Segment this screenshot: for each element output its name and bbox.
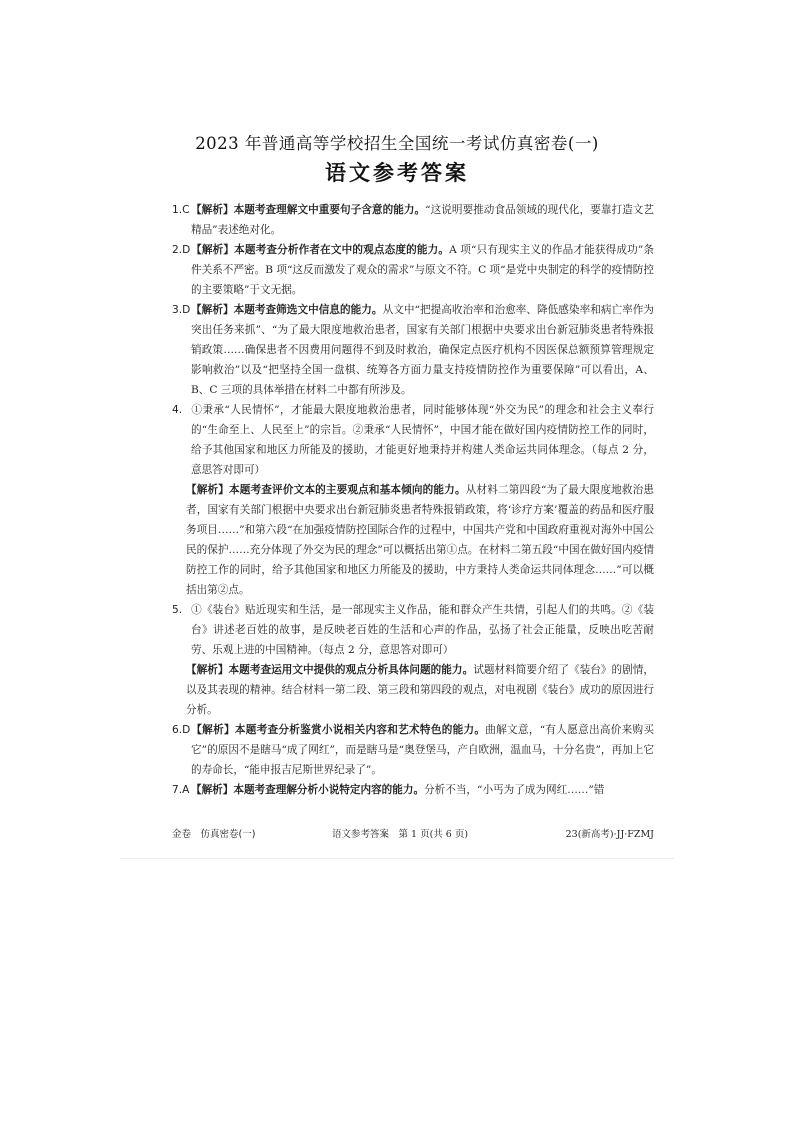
item-number: 7.A <box>172 784 190 796</box>
answer-text: ①《装台》贴近现实和生活，是一部现实主义作品，能和群众产生共情，引起人们的共鸣。②《装台》讲述老百姓的故事，是反映老百姓的生活和心声的作品，弘扬了社会正能量，反映出吃苦耐劳、乐观上进的中国精神。（每点 2 分，意思答对即可） <box>191 604 654 656</box>
exam-title: 2023 年普通高等学校招生全国统一考试仿真密卷(一) <box>195 134 599 153</box>
answer-item-4-analysis <box>172 480 654 600</box>
analysis-tag: 【解析】本题考查运用文中提供的观点分析具体问题的能力。 <box>186 664 474 676</box>
analysis-tag: 【解析】本题考查理解文中重要句子含意的能力。 <box>191 204 426 216</box>
item-number: 5. <box>172 604 183 616</box>
answer-item-5 <box>172 600 654 660</box>
answer-item-7 <box>172 780 654 800</box>
answer-item-4 <box>172 400 654 480</box>
answer-item-5-analysis <box>172 660 654 720</box>
footer-code: 23(新高考)·JJ·FZMJ <box>565 829 654 840</box>
analysis-text: 试题材料简要介绍了《装台》的剧情，以及其表现的精神。结合材料一第二段、第三段和第四段的观点，对电视剧《装台》成功的原因进行分析。 <box>186 664 655 716</box>
analysis-tag: 【解析】本题考查分析作者在文中的观点态度的能力。 <box>191 244 450 256</box>
analysis-text: 曲解文意，“有人愿意出高价来购买它”的原因不是瞎马“成了网红”，而是瞎马是“奥登堡马，产自欧洲，温血马，十分名贵”，再加上它的寿命长，“能申报吉尼斯世界纪录了”。 <box>191 724 654 776</box>
page-footer <box>172 826 654 842</box>
answer-item-3 <box>172 300 654 400</box>
analysis-tag: 【解析】本题考查评价文本的主要观点和基本倾向的能力。 <box>186 484 466 496</box>
answer-content <box>172 200 654 800</box>
item-number: 3.D <box>172 304 191 316</box>
analysis-text: “这说明要推动食品领域的现代化，要靠打造文艺精品”表述绝对化。 <box>191 204 655 236</box>
analysis-text: A 项“只有现实主义的作品才能获得成功”条件关系不严密。B 项“这反而激发了观众的需求”与原文不符。C 项“是党中央制定的科学的疫情防控的主要策略”于文无据。 <box>191 244 655 296</box>
footer-series: 金卷 仿真密卷(一) <box>172 829 256 840</box>
answer-key-title: 语文参考答案 <box>325 161 469 185</box>
analysis-tag: 【解析】本题考查分析鉴赏小说相关内容和艺术特色的能力。 <box>191 724 486 736</box>
analysis-tag: 【解析】本题考查筛选文中信息的能力。 <box>191 304 383 316</box>
item-number: 6.D <box>172 724 191 736</box>
answer-item-1 <box>172 200 654 240</box>
answer-item-6 <box>172 720 654 780</box>
analysis-tag: 【解析】本题考查理解分析小说特定内容的能力。 <box>191 784 425 796</box>
item-number: 2.D <box>172 244 191 256</box>
item-number: 4. <box>172 404 183 416</box>
item-number: 1.C <box>172 204 190 216</box>
footer-page-number: 语文参考答案 第 1 页(共 6 页) <box>332 829 469 840</box>
page-divider <box>120 858 674 859</box>
analysis-text: 从文中“把提高收治率和治愈率、降低感染率和病亡率作为突出任务来抓”、“为了最大限度地救治患者，国家有关部门根据中央要求出台新冠肺炎患者特殊报销政策……确保患者不因费用问题得不到及时救治，确保定点医疗机构不因医保总额预算管理规定影响救治”以及“把坚持全国一盘棋、统筹各方面力量支持疫情防控作为重要保障”可以看出，A、B、C 三项的具体举措在材料二中都有所涉及。 <box>191 304 654 396</box>
analysis-text: 从材料二第四段“为了最大限度地救治患者，国家有关部门根据中央要求出台新冠肺炎患者特殊报销政策，将‘诊疗方案’覆盖的药品和医疗服务项目……”和第六段“在加强疫情防控国际合作的过程中，中国共产党和中国政府重视对海外中国公民的保护……充分体现了外交为民的理念”可以概括出第①点。在材料二第五段“中国在做好国内疫情防控工作的同时，给予其他国家和地区力所能及的援助，中方秉持人类命运共同体理念……”可以概括出第②点。 <box>186 484 654 596</box>
answer-text: ①秉承“人民情怀”，才能最大限度地救治患者，同时能够体现“外交为民”的理念和社会主义奉行的“生命至上、人民至上”的宗旨。②秉承“人民情怀”，中国才能在做好国内疫情防控工作的同时，给予其他国家和地区力所能及的援助，才能更好地秉持并构建人类命运共同体理念。（每点 2 分，意思答对即可） <box>191 404 654 476</box>
answer-item-2 <box>172 240 654 300</box>
analysis-text: 分析不当，“小丐为了成为网红……”错 <box>424 784 605 796</box>
